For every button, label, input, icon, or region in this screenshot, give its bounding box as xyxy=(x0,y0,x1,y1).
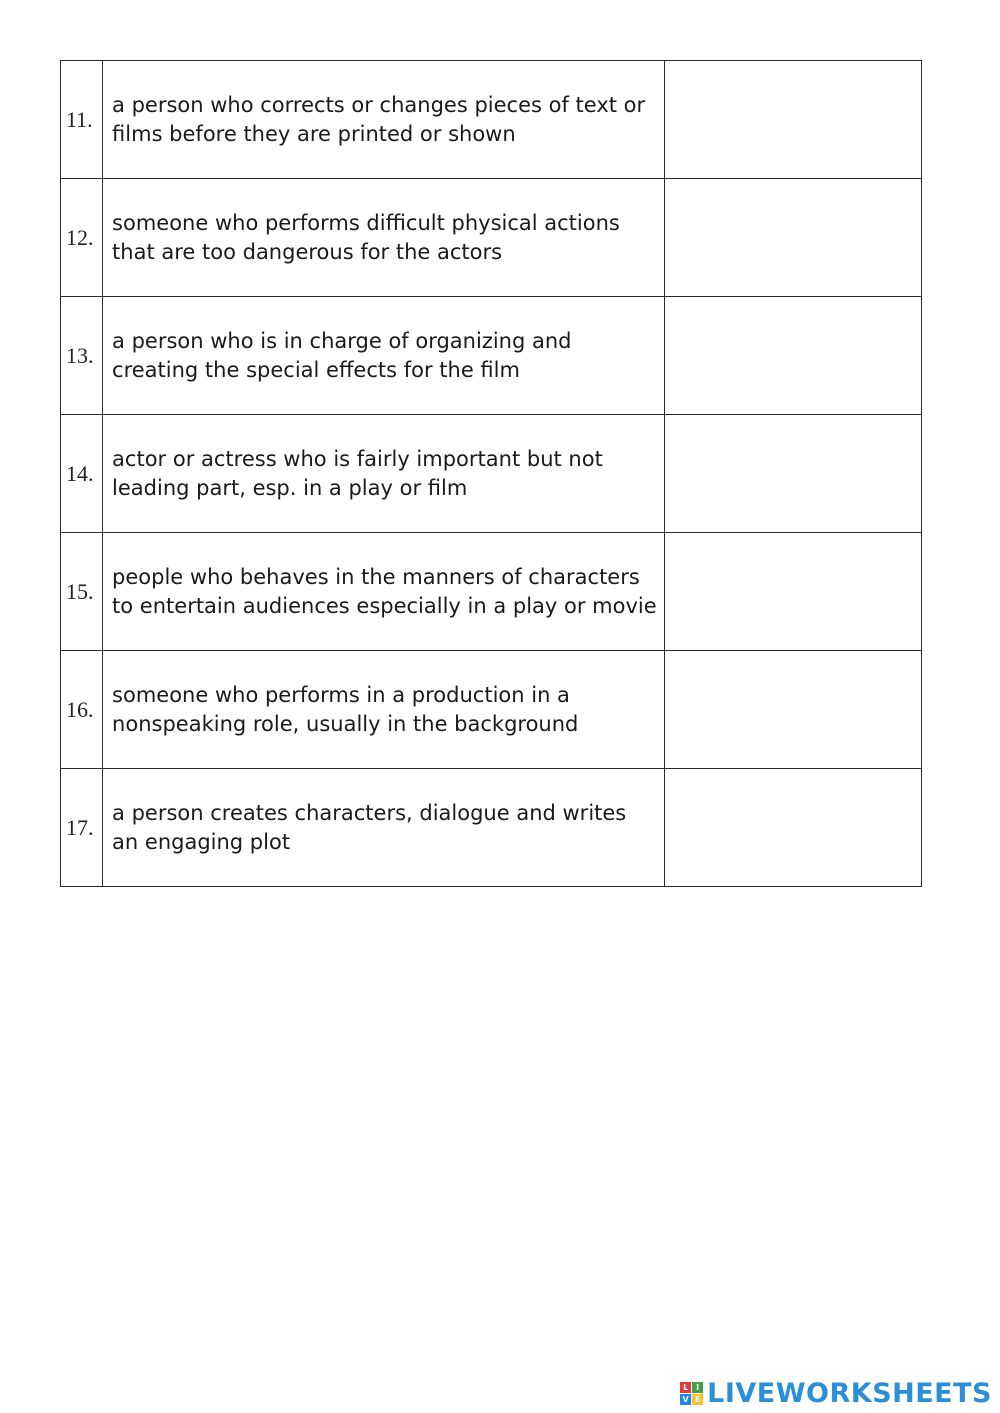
row-definition: a person creates characters, dialogue and writes an engaging plot xyxy=(103,769,665,887)
table-row xyxy=(61,61,922,179)
table-row xyxy=(61,651,922,769)
row-number: 11. xyxy=(61,61,103,179)
liveworksheets-logo-icon xyxy=(680,1382,703,1405)
row-number: 16. xyxy=(61,651,103,769)
table-row xyxy=(61,415,922,533)
answer-cell[interactable] xyxy=(664,61,921,179)
answer-input-16[interactable] xyxy=(665,651,921,768)
logo-letter: E xyxy=(692,1394,703,1405)
row-definition: someone who performs difficult physical actions that are too dangerous for the actors xyxy=(103,179,665,297)
row-number: 12. xyxy=(61,179,103,297)
row-definition: someone who performs in a production in a nonspeaking role, usually in the background xyxy=(103,651,665,769)
liveworksheets-brand xyxy=(680,1378,992,1409)
answer-input-14[interactable] xyxy=(665,415,921,532)
row-number: 13. xyxy=(61,297,103,415)
table-row xyxy=(61,179,922,297)
table-row xyxy=(61,769,922,887)
answer-input-13[interactable] xyxy=(665,297,921,414)
answer-cell[interactable] xyxy=(664,415,921,533)
answer-input-11[interactable] xyxy=(665,61,921,178)
answer-cell[interactable] xyxy=(664,651,921,769)
row-definition: a person who corrects or changes pieces of text or films before they are printed or shown xyxy=(103,61,665,179)
logo-letter: L xyxy=(680,1382,691,1393)
answer-cell[interactable] xyxy=(664,533,921,651)
answer-input-17[interactable] xyxy=(665,769,921,886)
row-number: 15. xyxy=(61,533,103,651)
answer-cell[interactable] xyxy=(664,297,921,415)
answer-input-15[interactable] xyxy=(665,533,921,650)
row-definition: people who behaves in the manners of characters to entertain audiences especially in a play or movie xyxy=(103,533,665,651)
brand-text: LIVEWORKSHEETS xyxy=(707,1378,992,1409)
row-number: 17. xyxy=(61,769,103,887)
row-number: 14. xyxy=(61,415,103,533)
answer-cell[interactable] xyxy=(664,179,921,297)
logo-letter: V xyxy=(680,1394,691,1405)
row-definition: actor or actress who is fairly important but not leading part, esp. in a play or film xyxy=(103,415,665,533)
logo-letter: I xyxy=(692,1382,703,1393)
answer-cell[interactable] xyxy=(664,769,921,887)
table-row xyxy=(61,297,922,415)
table-row xyxy=(61,533,922,651)
worksheet-table xyxy=(60,60,922,887)
row-definition: a person who is in charge of organizing and creating the special effects for the film xyxy=(103,297,665,415)
answer-input-12[interactable] xyxy=(665,179,921,296)
